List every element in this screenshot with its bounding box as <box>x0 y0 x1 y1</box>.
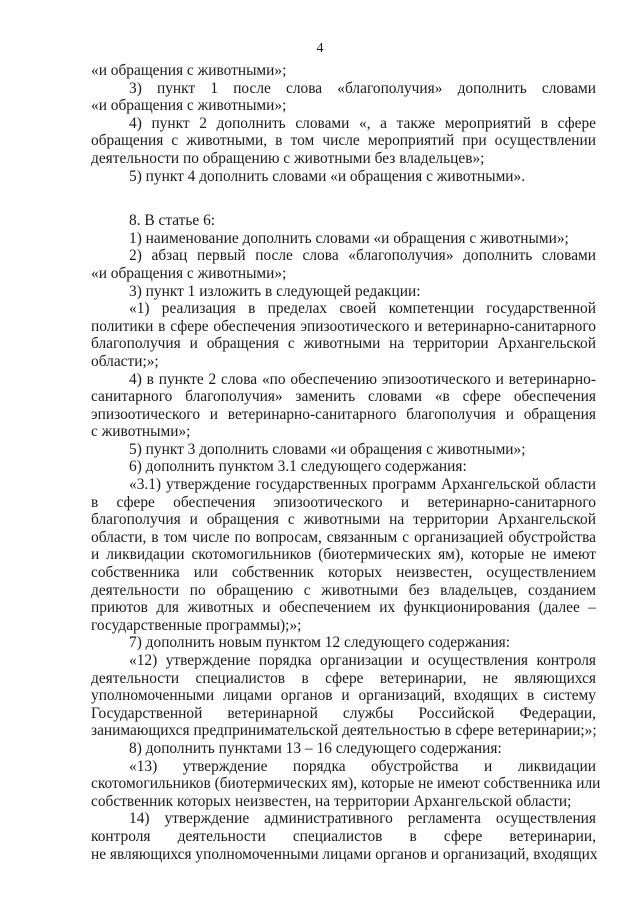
text-line: 14) утверждение административного регламента осуществления <box>129 810 596 828</box>
text-line: «12) утверждение порядка организации и осуществления контроля <box>129 652 596 669</box>
text-line: 6) дополнить пунктом 3.1 следующего содержания: <box>129 458 467 476</box>
text-line: 5) пункт 4 дополнить словами «и обращения с животными». <box>129 167 526 185</box>
text-line: 8) дополнить пунктами 13 – 16 следующего содержания: <box>129 739 502 757</box>
text-line: собственник которых неизвестен, на территории Архангельской области; <box>91 792 572 810</box>
text-line: не являющихся уполномоченными лицами органов и организаций, входящих <box>91 845 598 863</box>
text-line: 3) пункт 1 после слова «благополучия» дополнить словами <box>129 79 596 97</box>
text-line: 3) пункт 1 изложить в следующей редакции: <box>129 282 421 300</box>
text-line: 5) пункт 3 дополнить словами «и обращения с животными»; <box>129 440 526 458</box>
text-line: 7) дополнить новым пунктом 12 следующего содержания: <box>129 634 511 652</box>
text-line: благополучия и обращения с животными на территории Архангельской <box>91 511 596 529</box>
page-number: 4 <box>316 41 324 56</box>
text-line: эпизоотического и ветеринарно-санитарного благополучия и обращения <box>91 405 596 423</box>
text-line: уполномоченными лицами органов и организаций, входящих в систему <box>91 687 596 705</box>
text-line: государственные программы);»; <box>91 616 302 634</box>
text-line: «1) реализация в пределах своей компетенции государственной <box>129 300 596 318</box>
text-line: собственника или собственник которых неизвестен, осуществлением <box>91 564 596 582</box>
text-line: 4) в пункте 2 слова «по обеспечению эпизоотического и ветеринарно- <box>129 370 596 388</box>
text-line: области, в том числе по вопросам, связанным с организацией обустройства <box>91 528 596 546</box>
text-line: «и обращения с животными»; <box>91 264 287 282</box>
text-line: деятельности по обращению с животными без владельцев, созданием <box>91 581 596 599</box>
text-line: санитарного благополучия» заменить словами «в сфере обеспечения <box>91 388 596 406</box>
text-line: деятельности специалистов в сфере ветеринарии, не являющихся <box>91 669 596 687</box>
text-line: контроля деятельности специалистов в сфере ветеринарии, <box>91 827 596 845</box>
text-line: в сфере обеспечения эпизоотического и ветеринарно-санитарного <box>91 493 596 511</box>
text-line: с животными»; <box>91 423 191 441</box>
text-line: деятельности по обращению с животными без владельцев»; <box>91 149 485 167</box>
text-line: 8. В статье 6: <box>129 212 216 230</box>
text-line: занимающихся предпринимательской деятельностью в сфере ветеринарии;»; <box>91 722 597 740</box>
text-line: скотомогильников (биотермических ям), которые не имеют собственника или <box>91 775 601 793</box>
text-line: 4) пункт 2 дополнить словами «, а также мероприятий в сфере <box>129 114 596 132</box>
text-line: политики в сфере обеспечения эпизоотического и ветеринарно-санитарного <box>91 317 596 335</box>
text-line: 1) наименование дополнить словами «и обращения с животными»; <box>129 229 569 247</box>
text-line: «3.1) утверждение государственных программ Архангельской области <box>129 476 596 494</box>
text-line: 2) абзац первый после слова «благополучия» дополнить словами <box>129 247 596 265</box>
text-line: Государственной ветеринарной службы Российской Федерации, <box>91 704 596 722</box>
text-line: и ликвидации скотомогильников (биотермических ям), которые не имеют <box>91 546 596 564</box>
text-line: области;»; <box>91 352 159 370</box>
text-line: благополучия и обращения с животными на территории Архангельской <box>91 335 596 353</box>
text-line: «и обращения с животными»; <box>91 97 287 115</box>
text-line: «и обращения с животными»; <box>91 62 287 79</box>
text-line: «13) утверждение порядка обустройства и ликвидации <box>129 757 596 775</box>
text-line: обращения с животными, в том числе мероприятий при осуществлении <box>91 132 596 150</box>
paragraph-gap <box>91 185 596 212</box>
document-body <box>91 62 601 863</box>
text-line: приютов для животных и обеспечением их функционирования (далее – <box>91 599 596 617</box>
